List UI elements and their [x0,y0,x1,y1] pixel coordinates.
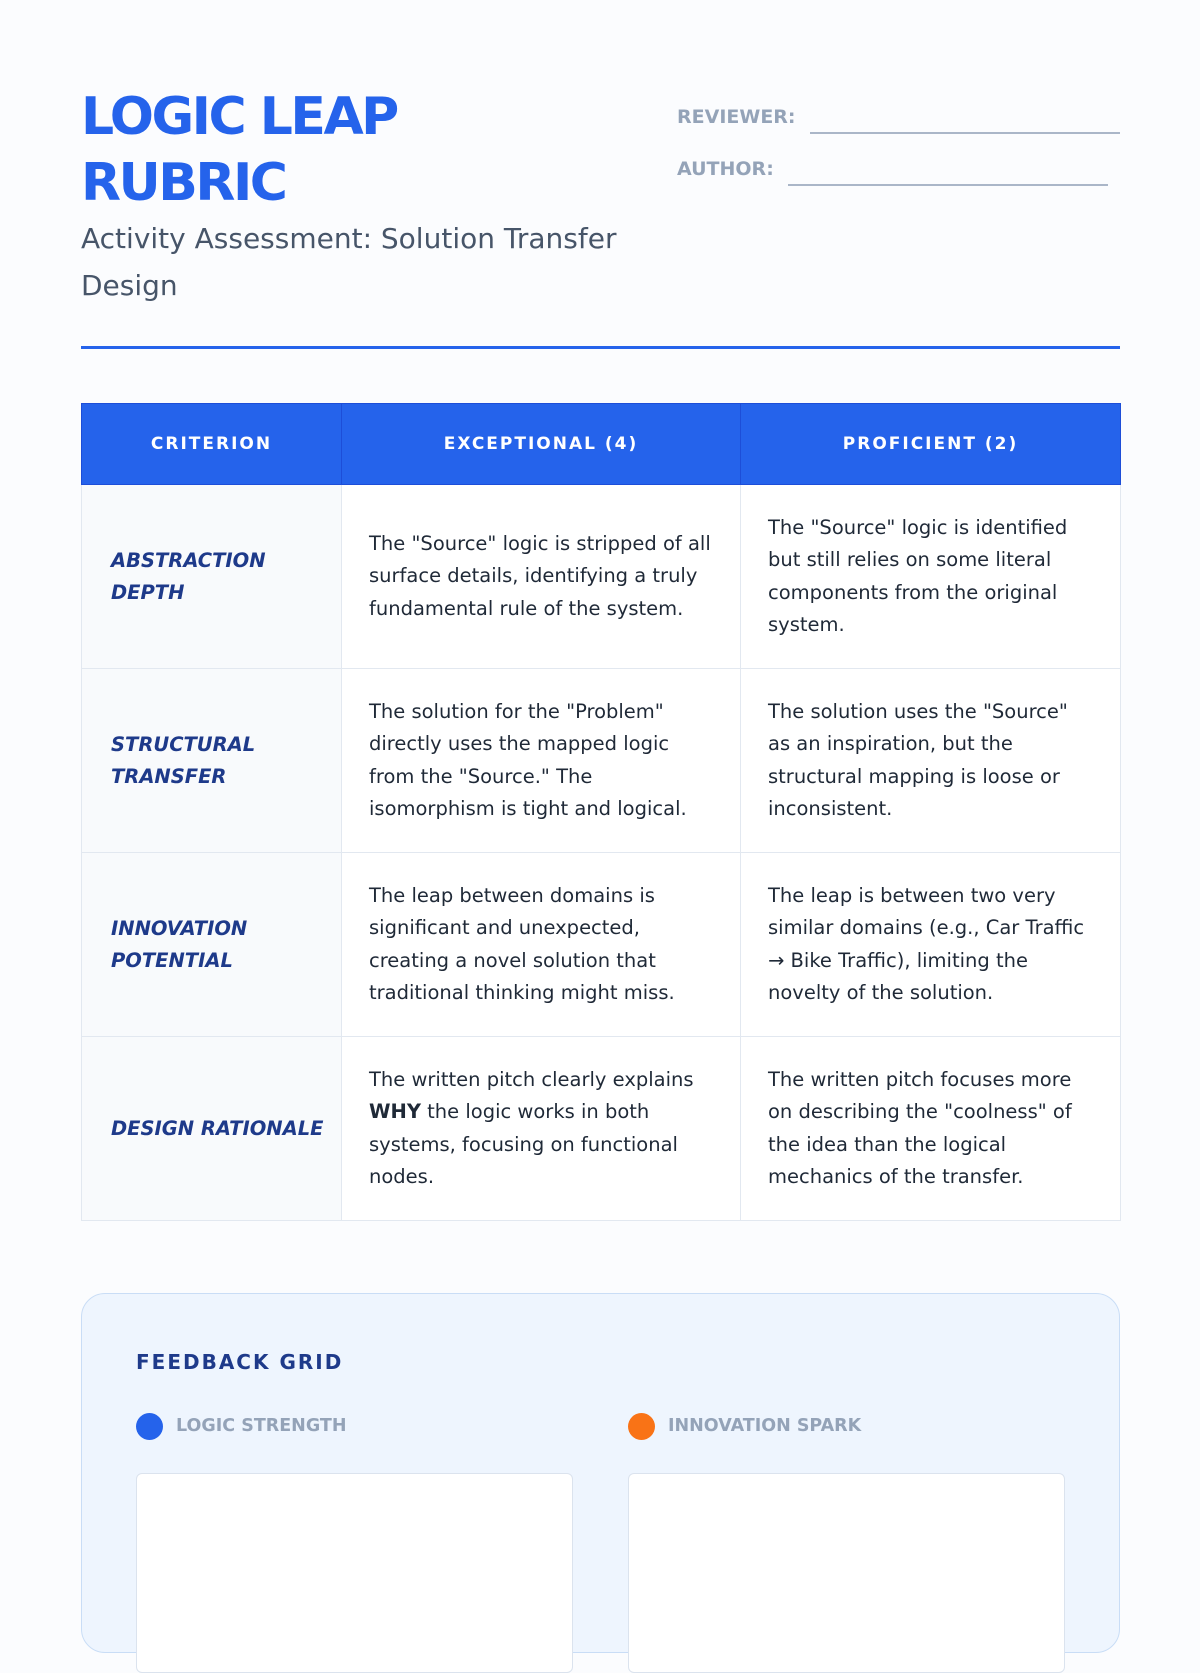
innovation-spark-textbox[interactable] [628,1473,1065,1673]
logic-strength-section [136,1412,573,1673]
logic-strength-textbox[interactable] [136,1473,573,1673]
exceptional-cell: The "Source" logic is stripped of all surface details, identifying a truly fundamental rule of the system. [342,485,741,669]
title-line-2: RUBRIC [81,153,286,213]
author-field [677,136,1120,188]
page-title [81,84,641,216]
criterion-design-rationale: DESIGN RATIONALE [111,1116,324,1140]
orange-dot-icon [628,1413,655,1440]
feedback-title: FEEDBACK GRID [136,1350,344,1374]
logic-strength-header [136,1412,573,1440]
page-subtitle: Activity Assessment: Solution Transfer Design [81,222,617,302]
exceptional-text-post: the logic works in both systems, focusing on functional nodes. [369,1100,678,1188]
proficient-cell: The solution uses the "Source" as an inspiration, but the structural mapping is loose or inconsistent. [741,669,1121,853]
column-header-proficient: PROFICIENT (2) [741,404,1121,485]
table-row [82,669,1121,853]
criterion-cell [82,485,342,669]
table-row [82,485,1121,669]
table-row [82,1037,1121,1221]
author-input-line[interactable] [788,184,1108,186]
author-label: AUTHOR: [677,158,774,180]
table-row [82,853,1121,1037]
innovation-spark-header [628,1412,1065,1440]
innovation-spark-section [628,1412,1065,1673]
innovation-spark-label: INNOVATION SPARK [668,1416,862,1436]
proficient-cell: The "Source" logic is identified but still relies on some literal components from the original system. [741,485,1121,669]
column-header-criterion: CRITERION [82,404,342,485]
criterion-cell [82,1037,342,1221]
feedback-grid [81,1293,1120,1653]
table-header-row [82,404,1121,485]
blue-dot-icon [136,1413,163,1440]
exceptional-cell: The leap between domains is significant and unexpected, creating a novel solution that traditional thinking might miss. [342,853,741,1037]
reviewer-field [677,84,1120,136]
exceptional-cell: The solution for the "Problem" directly uses the mapped logic from the "Source." The isomorphism is tight and logical. [342,669,741,853]
exceptional-text-pre: The written pitch clearly explains [369,1067,694,1091]
criterion-cell [82,669,342,853]
rubric-table [81,403,1121,1221]
criterion-abstraction-depth: ABSTRACTION DEPTH [111,548,266,604]
logic-strength-label: LOGIC STRENGTH [176,1416,347,1436]
criterion-innovation-potential: INNOVATION POTENTIAL [111,916,248,972]
reviewer-input-line[interactable] [810,132,1120,134]
criterion-cell [82,853,342,1037]
proficient-cell: The written pitch focuses more on describing the "coolness" of the idea than the logical mechanics of the transfer. [741,1037,1121,1221]
header-divider [81,346,1120,349]
reviewer-label: REVIEWER: [677,106,796,128]
proficient-cell: The leap is between two very similar domains (e.g., Car Traffic → Bike Traffic), limiting the novelty of the solution. [741,853,1121,1037]
criterion-structural-transfer: STRUCTURAL TRANSFER [111,732,256,788]
signature-fields [677,84,1120,188]
title-line-1: LOGIC LEAP [81,87,397,147]
column-header-exceptional: EXCEPTIONAL (4) [342,404,741,485]
exceptional-emphasis: WHY [369,1100,421,1123]
exceptional-cell [342,1037,741,1221]
